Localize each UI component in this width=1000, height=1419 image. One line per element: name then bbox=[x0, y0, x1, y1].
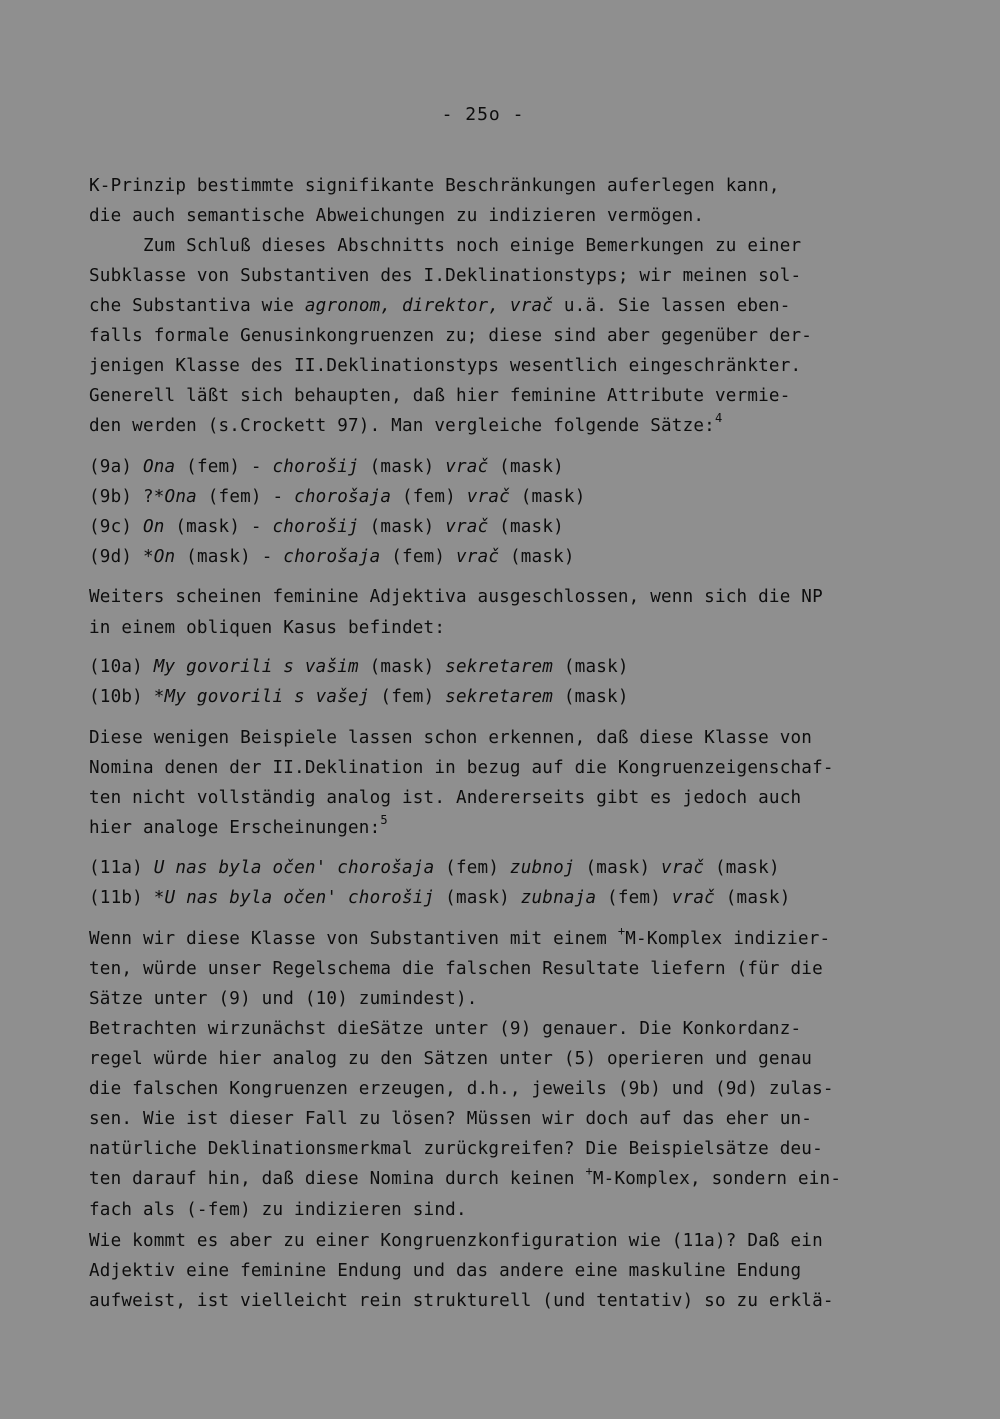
text-run: (mask) - bbox=[164, 517, 273, 537]
text-line bbox=[89, 1109, 812, 1129]
text-run: die auch semantische Abweichungen zu indizieren vermögen. bbox=[89, 206, 705, 226]
text-run: Zum Schluß dieses Abschnitts noch einige Bemerkungen zu einer bbox=[89, 236, 802, 256]
text-line bbox=[89, 758, 834, 778]
text-run: (mask) bbox=[358, 517, 446, 537]
example-line bbox=[89, 687, 629, 707]
text-run: (fem) - bbox=[196, 487, 295, 507]
text-line bbox=[89, 1019, 801, 1039]
italic-term: U nas byla očen' chorošij bbox=[164, 888, 435, 908]
italic-term: Ona bbox=[142, 457, 176, 477]
text-run: (fem) bbox=[391, 487, 467, 507]
italic-term: Ona bbox=[164, 487, 197, 507]
italic-term: agronom, direktor, vrač bbox=[304, 296, 554, 316]
text-run: (9b) ?* bbox=[89, 487, 165, 507]
italic-term: vrač bbox=[661, 858, 705, 878]
italic-term: zubnaja bbox=[520, 888, 597, 908]
text-run: (11b) * bbox=[89, 888, 165, 908]
text-run: (9d) * bbox=[89, 547, 154, 567]
text-run: (fem) - bbox=[175, 457, 273, 477]
page-number: - 25o - bbox=[441, 104, 525, 125]
italic-term: chorošaja bbox=[294, 487, 392, 507]
text-run: hier analoge Erscheinungen: bbox=[89, 818, 381, 838]
italic-term: On bbox=[142, 517, 165, 537]
text-line bbox=[89, 1139, 823, 1159]
italic-term: On bbox=[153, 547, 176, 567]
text-line bbox=[89, 236, 801, 256]
text-run: ten darauf hin, daß diese Nomina durch keinen bbox=[89, 1169, 586, 1189]
text-run: (9c) bbox=[89, 517, 143, 537]
text-run: ten nicht vollständig analog ist. Andererseits gibt es jedoch auch bbox=[89, 788, 802, 808]
text-run: Adjektiv eine feminine Endung und das andere eine maskuline Endung bbox=[89, 1261, 802, 1281]
text-line bbox=[89, 326, 812, 346]
superscript: 5 bbox=[380, 813, 388, 827]
italic-term: vrač bbox=[455, 547, 500, 567]
italic-term: My govorili s vašej bbox=[164, 687, 370, 707]
text-run: in einem obliquen Kasus befindet: bbox=[89, 618, 446, 638]
text-line bbox=[89, 1079, 834, 1099]
text-run: natürliche Deklinationsmerkmal zurückgreifen? Die Beispielsätze deu- bbox=[89, 1139, 823, 1159]
text-run: (mask) bbox=[714, 888, 791, 908]
text-run: den werden (s.Crockett 97). Man vergleiche folgende Sätze: bbox=[89, 416, 715, 436]
text-run: falls formale Genusinkongruenzen zu; diese sind aber gegenüber der- bbox=[89, 326, 813, 346]
text-run: fach als (-fem) zu indizieren sind. bbox=[89, 1200, 467, 1220]
text-run: (10a) bbox=[89, 657, 154, 677]
text-run: (mask) bbox=[499, 547, 575, 567]
text-run: (fem) bbox=[596, 888, 672, 908]
text-line bbox=[89, 587, 823, 607]
example-line bbox=[89, 487, 585, 507]
text-run: (mask) bbox=[358, 457, 446, 477]
text-run: Subklasse von Substantiven des I.Deklinationstyps; wir meinen sol- bbox=[89, 266, 802, 286]
text-run: Nomina denen der II.Deklination in bezug auf die Kongruenzeigenschaf- bbox=[89, 758, 834, 778]
text-run: aufweist, ist vielleicht rein strukturell (und tentativ) so zu erklä- bbox=[89, 1291, 834, 1311]
text-run: Sätze unter (9) und (10) zumindest). bbox=[89, 989, 478, 1009]
text-line bbox=[89, 356, 801, 376]
text-run: M-Komplex indizier- bbox=[625, 929, 831, 949]
text-run: (mask) bbox=[704, 858, 780, 878]
text-line bbox=[89, 296, 791, 316]
italic-term: vrač bbox=[445, 517, 489, 537]
text-run: (mask) bbox=[553, 657, 629, 677]
text-line bbox=[89, 989, 478, 1009]
text-line bbox=[89, 206, 704, 226]
italic-term: chorošij bbox=[272, 517, 359, 537]
italic-term: sekretarem bbox=[445, 657, 554, 677]
italic-term: U nas byla očen' chorošaja bbox=[153, 858, 435, 878]
text-line bbox=[89, 1049, 812, 1069]
text-run: (mask) bbox=[488, 517, 564, 537]
text-run: Generell läßt sich behaupten, daß hier feminine Attribute vermie- bbox=[89, 386, 791, 406]
text-line bbox=[89, 386, 791, 406]
text-line bbox=[89, 1231, 823, 1251]
text-run: jenigen Klasse des II.Deklinationstyps wesentlich eingeschränkter. bbox=[89, 356, 802, 376]
text-line bbox=[89, 1291, 834, 1311]
italic-term: zubnoj bbox=[509, 858, 575, 878]
text-line bbox=[89, 924, 831, 949]
text-run: K-Prinzip bestimmte signifikante Beschränkungen auferlegen kann, bbox=[89, 176, 780, 196]
text-run: (fem) bbox=[369, 687, 446, 707]
example-line bbox=[89, 858, 780, 878]
text-run: Weiters scheinen feminine Adjektiva ausgeschlossen, wenn sich die NP bbox=[89, 587, 823, 607]
superscript: 4 bbox=[714, 411, 723, 425]
text-run: (mask) - bbox=[175, 547, 284, 567]
text-run: (mask) bbox=[574, 858, 662, 878]
example-line bbox=[89, 457, 564, 477]
text-line bbox=[89, 728, 812, 748]
text-run: die falschen Kongruenzen erzeugen, d.h., jeweils (9b) und (9d) zulas- bbox=[89, 1079, 834, 1099]
text-run: (mask) bbox=[509, 487, 586, 507]
text-run: (mask) bbox=[434, 888, 521, 908]
text-run: M-Komplex, sondern ein- bbox=[592, 1169, 842, 1189]
text-line bbox=[89, 959, 823, 979]
italic-term: vrač bbox=[466, 487, 510, 507]
text-line bbox=[89, 1261, 801, 1281]
text-run: (fem) bbox=[434, 858, 510, 878]
italic-term: vrač bbox=[671, 888, 715, 908]
italic-term: chorošaja bbox=[283, 547, 381, 567]
text-line bbox=[89, 813, 388, 838]
text-line bbox=[89, 1200, 467, 1220]
text-line bbox=[89, 411, 723, 436]
example-line bbox=[89, 517, 564, 537]
text-run: che Substantiva wie bbox=[89, 296, 305, 316]
text-run: (mask) bbox=[488, 457, 564, 477]
superscript: + bbox=[617, 924, 626, 938]
italic-term: sekretarem bbox=[445, 687, 554, 707]
text-run: Betrachten wirzunächst dieSätze unter (9) genauer. Die Konkordanz- bbox=[89, 1019, 802, 1039]
example-line bbox=[89, 547, 575, 567]
text-line bbox=[89, 788, 801, 808]
italic-term: chorošij bbox=[272, 457, 359, 477]
text-run: (mask) bbox=[358, 657, 446, 677]
text-line bbox=[89, 176, 780, 196]
example-line bbox=[89, 888, 791, 908]
italic-term: My govorili s vašim bbox=[153, 657, 359, 677]
italic-term: vrač bbox=[445, 457, 489, 477]
text-run: (9a) bbox=[89, 457, 143, 477]
text-run: (fem) bbox=[380, 547, 456, 567]
text-run: sen. Wie ist dieser Fall zu lösen? Müssen wir doch auf das eher un- bbox=[89, 1109, 813, 1129]
text-run: ten, würde unser Regelschema die falschen Resultate liefern (für die bbox=[89, 959, 823, 979]
text-run: regel würde hier analog zu den Sätzen unter (5) operieren und genau bbox=[89, 1049, 813, 1069]
text-line bbox=[89, 1164, 842, 1189]
example-line bbox=[89, 657, 629, 677]
text-run: (11a) bbox=[89, 858, 154, 878]
text-run: u.ä. Sie lassen eben- bbox=[553, 296, 791, 316]
superscript: + bbox=[585, 1164, 593, 1178]
text-run: (10b) * bbox=[89, 687, 165, 707]
text-line bbox=[89, 266, 801, 286]
text-run: Wenn wir diese Klasse von Substantiven mit einem bbox=[89, 929, 618, 949]
text-run: Diese wenigen Beispiele lassen schon erkennen, daß diese Klasse von bbox=[89, 728, 813, 748]
text-line bbox=[89, 618, 445, 638]
text-run: Wie kommt es aber zu einer Kongruenzkonfiguration wie (11a)? Daß ein bbox=[89, 1231, 823, 1251]
text-run: (mask) bbox=[553, 687, 629, 707]
